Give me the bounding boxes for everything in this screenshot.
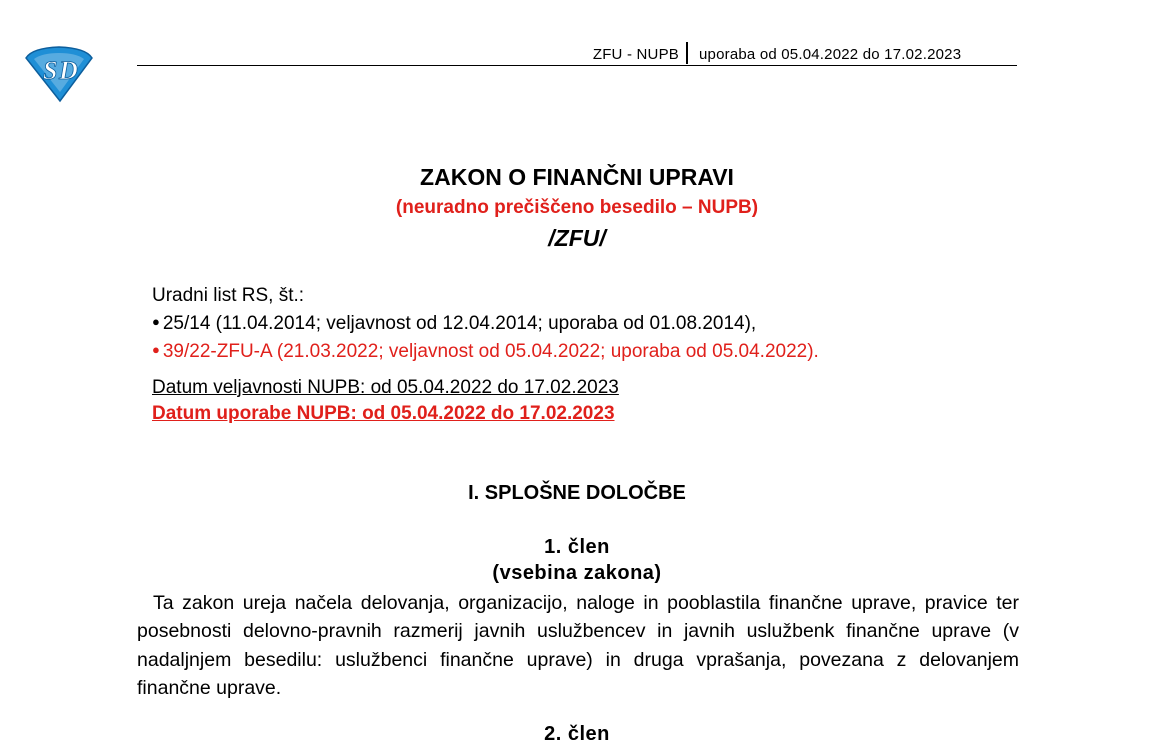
document-abbreviation: /ZFU/ bbox=[548, 225, 606, 251]
chapter-title: I. SPLOŠNE DOLOČBE bbox=[468, 482, 686, 504]
svg-text:S: S bbox=[43, 56, 58, 85]
gazette-item-text: 39/22-ZFU-A (21.03.2022; veljavnost od 05.04.2022; uporaba od 05.04.2022). bbox=[162, 341, 819, 362]
sd-logo-icon bbox=[22, 44, 96, 104]
validity-date: Datum veljavnosti NUPB: od 05.04.2022 do 17.02.2023 bbox=[152, 377, 619, 398]
svg-text:D: D bbox=[59, 56, 78, 85]
gazette-item bbox=[152, 313, 756, 335]
gazette-item-text: 25/14 (11.04.2014; veljavnost od 12.04.2014; uporaba od 01.08.2014), bbox=[162, 313, 757, 334]
bullet-icon: ● bbox=[152, 314, 160, 329]
header-separator bbox=[686, 42, 688, 64]
article-heading: (vsebina zakona) bbox=[492, 562, 662, 584]
header-law-abbr: ZFU - NUPB bbox=[592, 46, 679, 63]
article-paragraph bbox=[137, 589, 1019, 702]
gazette-label: Uradni list RS, št.: bbox=[152, 285, 305, 306]
article-number: 2. člen bbox=[544, 723, 610, 745]
header-usage-period: uporaba od 05.04.2022 do 17.02.2023 bbox=[699, 46, 962, 63]
gazette-item bbox=[152, 341, 819, 363]
article-text: Ta zakon ureja načela delovanja, organizacijo, naloge in pooblastila finančne uprave, pravice ter posebnosti delovno-pravnih razmerij javnih uslužbencev in javnih uslužbenk finančne uprave (v nadaljnjem besedilu: uslužbenci finančne uprave) in druga vprašanja, povezana z delovanjem finančne uprave. bbox=[137, 592, 1019, 699]
page-header bbox=[137, 45, 1017, 66]
document-title: ZAKON O FINANČNI UPRAVI bbox=[420, 164, 734, 190]
article-number: 1. člen bbox=[544, 536, 610, 558]
usage-date: Datum uporabe NUPB: od 05.04.2022 do 17.02.2023 bbox=[152, 403, 615, 424]
bullet-icon: ● bbox=[152, 342, 160, 357]
document-subtitle: (neuradno prečiščeno besedilo – NUPB) bbox=[395, 197, 759, 218]
